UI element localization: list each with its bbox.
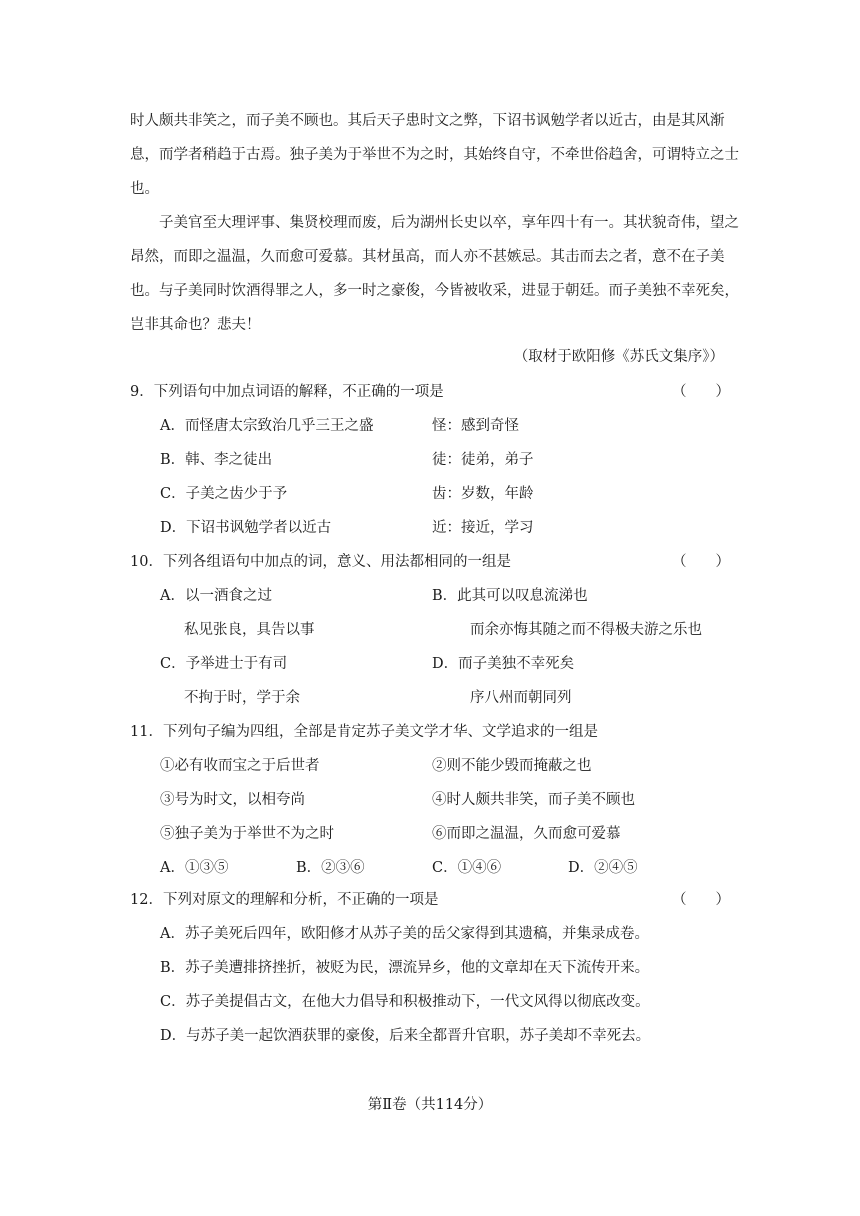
q10-option-a-line2: 私见张良，具告以事 (184, 622, 315, 638)
q11-item-1: ①必有收而宝之于后世者 (160, 758, 320, 774)
q10-option-d-line2: 序八州而朝同列 (470, 690, 572, 706)
q9-option-b-gloss: 徒：徒弟，弟子 (432, 452, 534, 468)
q10-option-b-line2: 而余亦悔其随之而不得极夫游之乐也 (470, 622, 702, 638)
q12-option-b: B．苏子美遭排挤挫折，被贬为民，漂流异乡，他的文章却在天下流传开来。 (160, 960, 650, 976)
q10-option-c-line1: C．予举进士于有司 (160, 656, 288, 672)
q10-option-a-line1: A．以一酒食之过 (160, 588, 272, 604)
q11-choice-c: C．①④⑥ (432, 860, 502, 876)
passage-paragraph-1: 时人颇共非笑之，而子美不顾也。其后天子患时文之弊，下诏书讽勉学者以近古，由是其风渐息，而学者稍趋于古焉。独子美为于举世不为之时，其始终自守，不牵世俗趋舍，可谓特立之士也。 (130, 113, 739, 197)
q10-option-c-line2: 不拘于时，学于余 (184, 690, 300, 706)
q10-option-d-line1: D．而子美独不幸死矣 (432, 656, 575, 672)
question-9-stem (130, 375, 730, 409)
q11-item-3: ③号为时文，以相夸尚 (160, 792, 305, 808)
q10-option-b-line1: B．此其可以叹息流涕也 (432, 588, 588, 604)
question-10-text: 10．下列各组语句中加点的词，意义、用法都相同的一组是 (130, 554, 511, 570)
passage-paragraph-2: 子美官至大理评事、集贤校理而废，后为湖州长史以卒，享年四十有一。其状貌奇伟，望之昂然，而即之温温，久而愈可爱慕。其材虽高，而人亦不甚嫉忌。其击而去之者，意不在子美也。与子美同时饮酒得罪之人，多一时之豪俊，今皆被收采，进显于朝廷。而子美独不幸死矣，岂非其命也？悲夫！ (130, 215, 739, 333)
q11-item-2: ②则不能少毁而掩蔽之也 (432, 758, 592, 774)
q9-option-c: C．子美之齿少于予 (160, 486, 288, 502)
q11-choice-a: A．①③⑤ (160, 860, 229, 876)
q9-option-d: D．下诏书讽勉学者以近古 (160, 520, 332, 536)
question-12-text: 12．下列对原文的理解和分析，不正确的一项是 (130, 892, 439, 908)
question-12-answer-blank: （ ） (672, 892, 730, 908)
question-10-answer-blank: （ ） (672, 554, 730, 570)
section-footer: 第Ⅱ卷（共114分） (367, 1097, 493, 1113)
q9-option-a: A．而怪唐太宗致治几乎三王之盛 (160, 418, 374, 434)
question-11-text: 11．下列句子编为四组，全部是肯定苏子美文学才华、文学追求的一组是 (130, 724, 598, 740)
q12-option-c: C．苏子美提倡古文，在他大力倡导和积极推动下，一代文风得以彻底改变。 (160, 994, 650, 1010)
q9-option-b: B．韩、李之徒出 (160, 452, 273, 468)
q9-option-c-gloss: 齿：岁数，年龄 (432, 486, 534, 502)
q11-choice-d: D．②④⑤ (568, 860, 638, 876)
q11-choice-b: B．②③⑥ (296, 860, 365, 876)
q9-option-d-gloss: 近：接近，学习 (432, 520, 534, 536)
question-9-text: 9．下列语句中加点词语的解释，不正确的一项是 (130, 384, 444, 400)
q11-item-5: ⑤独子美为于举世不为之时 (160, 826, 334, 842)
passage-source: （取材于欧阳修《苏氏文集序》） (513, 349, 724, 365)
question-12-stem (130, 883, 730, 917)
question-11-stem (130, 715, 730, 749)
question-10-stem (130, 545, 730, 579)
q12-option-d: D．与苏子美一起饮酒获罪的豪俊，后来全都晋升官职，苏子美却不幸死去。 (160, 1028, 651, 1044)
q9-option-a-gloss: 怪：感到奇怪 (432, 418, 519, 434)
q11-item-4: ④时人颇共非笑，而子美不顾也 (432, 792, 635, 808)
q12-option-a: A．苏子美死后四年，欧阳修才从苏子美的岳父家得到其遗稿，并集录成卷。 (160, 926, 649, 942)
passage (130, 104, 740, 342)
q11-item-6: ⑥而即之温温，久而愈可爱慕 (432, 826, 621, 842)
question-9-answer-blank: （ ） (672, 384, 730, 400)
